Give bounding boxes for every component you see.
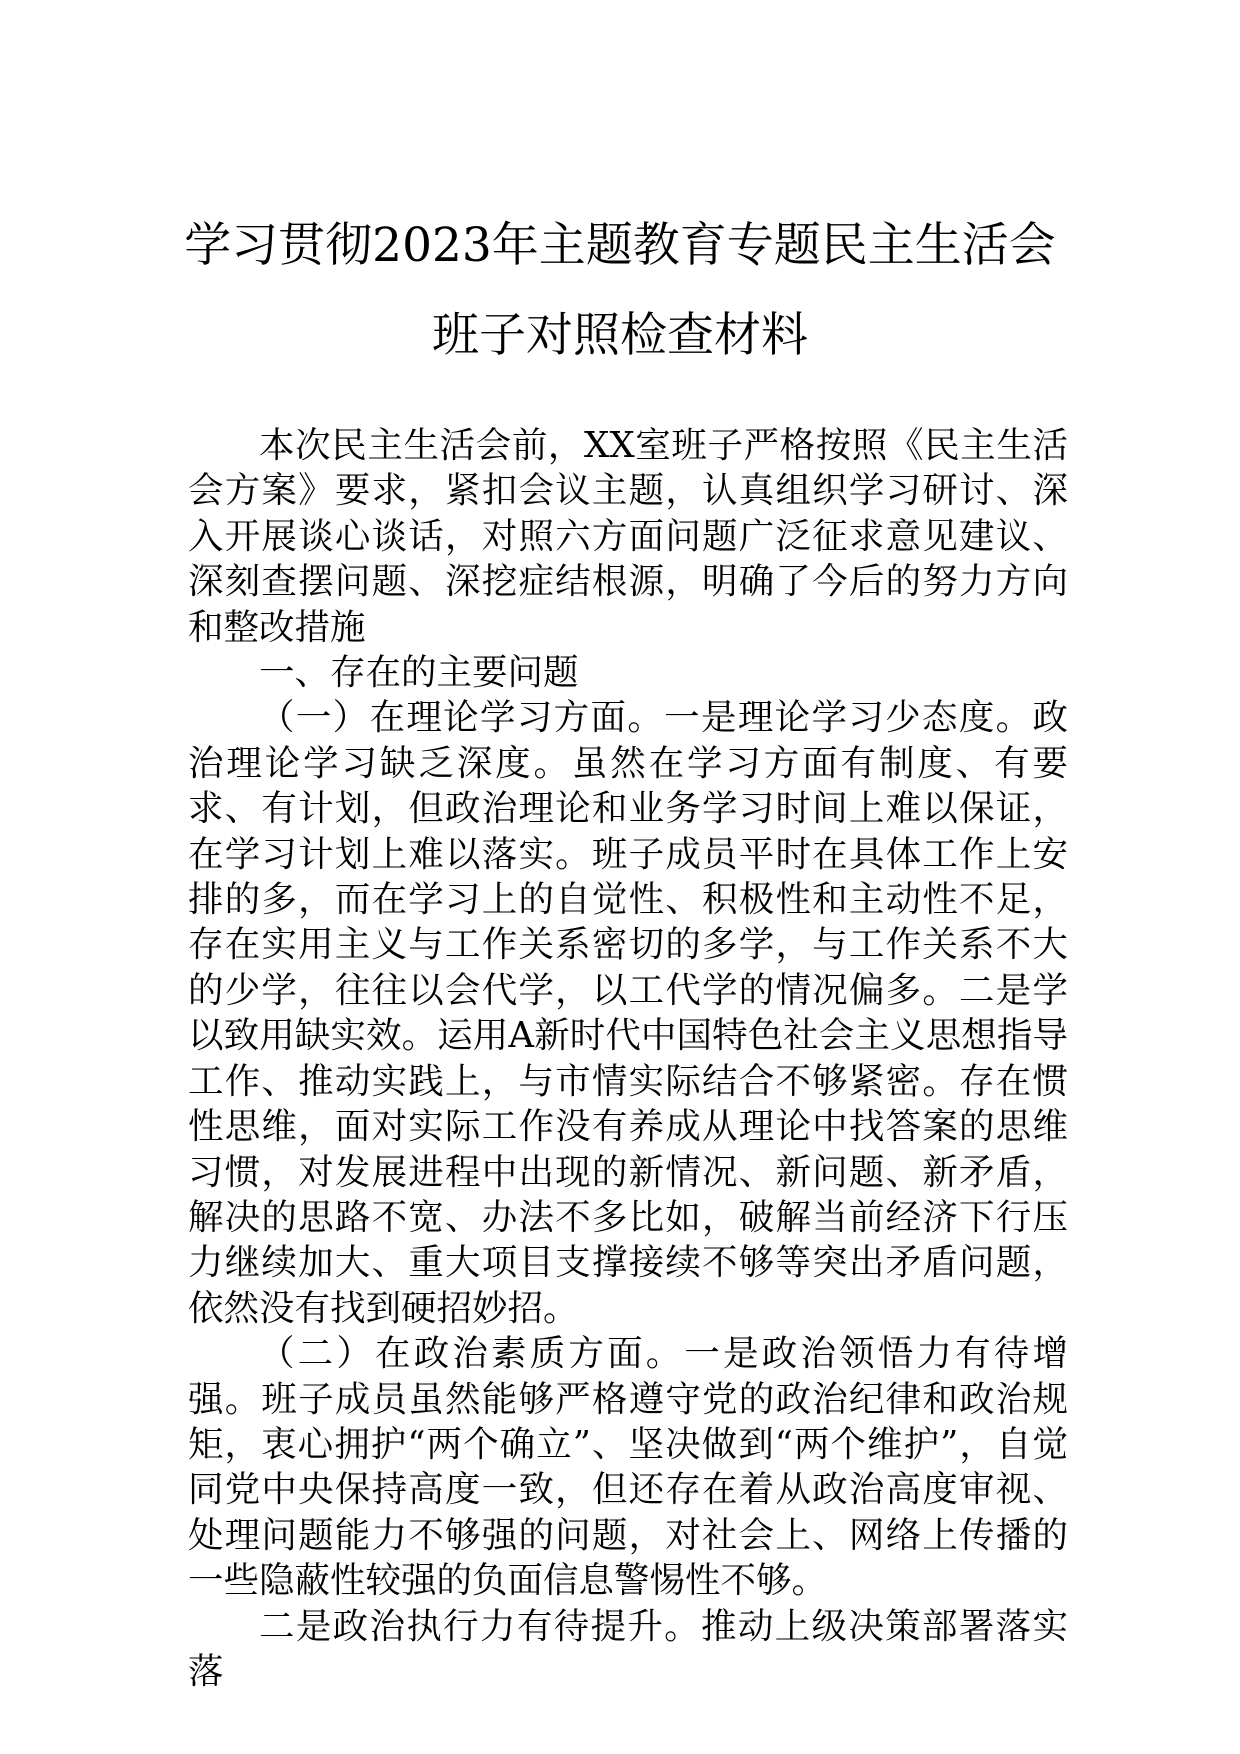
paragraph-political-quality: （二）在政治素质方面。一是政治领悟力有待增强。班子成员虽然能够严格遵守党的政治纪律和政治规矩，衷心拥护“两个确立”、坚决做到“两个维护”，自觉同党中央保持高度一致，但还存在着从政治高度审视、处理问题能力不够强的问题，对社会上、网络上传播的一些隐蔽性较强的负面信息警惕性不够。: [188, 1333, 1068, 1602]
paragraph-political-execution: 二是政治执行力有待提升。推动上级决策部署落实落: [188, 1605, 1068, 1692]
paragraph-intro: 本次民主生活会前，XX室班子严格按照《民主生活会方案》要求，紧扣会议主题，认真组织学习研讨、深入开展谈心谈话，对照六方面问题广泛征求意见建议、深刻查摆问题、深挖症结根源，明确了今后的努力方向和整改措施: [188, 425, 1068, 648]
document-title-line-2: 班子对照检查材料: [432, 308, 808, 363]
paragraph-theory-study: （一）在理论学习方面。一是理论学习少态度。政治理论学习缺乏深度。虽然在学习方面有制度、有要求、有计划，但政治理论和业务学习时间上难以保证，在学习计划上难以落实。班子成员平时在具体工作上安排的多，而在学习上的自觉性、积极性和主动性不足，存在实用主义与工作关系密切的多学，与工作关系不大的少学，往往以会代学，以工代学的情况偏多。二是学以致用缺实效。运用A新时代中国特色社会主义思想指导工作、推动实践上，与市情实际结合不够紧密。存在惯性思维，面对实际工作没有养成从理论中找答案的思维习惯，对发展进程中出现的新情况、新问题、新矛盾，解决的思路不宽、办法不多比如，破解当前经济下行压力继续加大、重大项目支撑接续不够等突出矛盾问题，依然没有找到硬招妙招。: [188, 697, 1068, 1329]
document-body: [188, 423, 1068, 1694]
document-title-line-1: 学习贯彻2023年主题教育专题民主生活会: [184, 218, 1056, 273]
section-heading-main-problems: 一、存在的主要问题: [259, 652, 579, 694]
